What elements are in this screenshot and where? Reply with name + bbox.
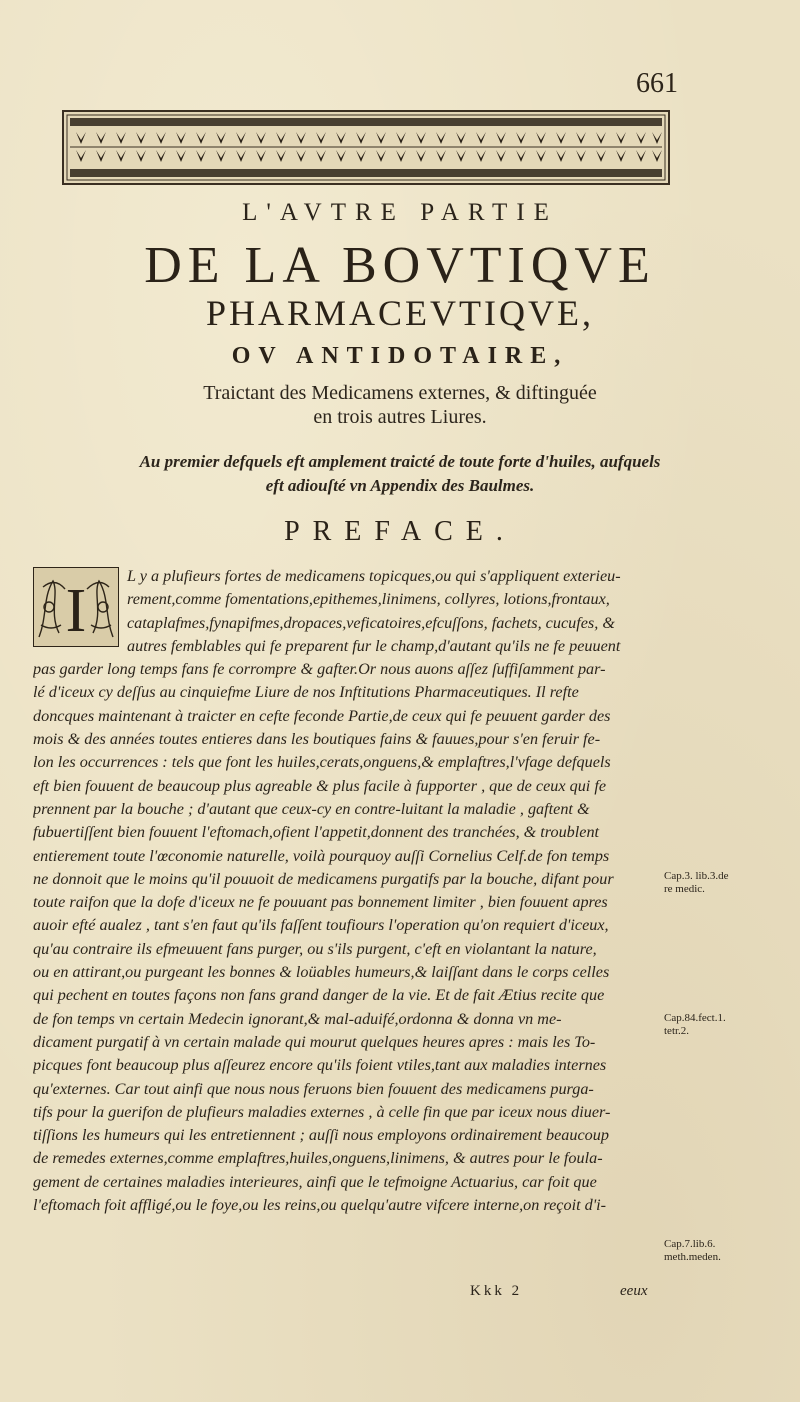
body-line: tiſſions les humeurs qui les entretiennent ; auſſi nous employons ordinairement beaucoup xyxy=(33,1126,609,1145)
subtitle-line-2: en trois autres Liures. xyxy=(313,406,487,428)
body-line: rement,comme fomentations,epithemes,linimens, collyres, lotions,frontaux, xyxy=(127,590,610,609)
preface-heading: PREFACE. xyxy=(284,516,516,547)
body-line: de fon temps vn certain Medecin ignorant,& mal-aduifé,ordonna & donna vn me- xyxy=(33,1009,562,1028)
title-line-antidotaire: OV ANTIDOTAIRE, xyxy=(231,343,569,369)
body-line: gement de certaines maladies interieures, ainfi que le tefmoigne Actuarius, car foit que xyxy=(33,1172,597,1191)
marginal-note-line: Cap.84.fect.1. xyxy=(664,1012,726,1024)
body-line: autres femblables qui fe preparent fur le champ,d'autant qu'ils ne fe peuuent xyxy=(127,636,621,655)
marginal-note-line: re medic. xyxy=(664,883,705,895)
marginal-note-line: tetr.2. xyxy=(664,1025,690,1037)
body-line: auoir efté aualez , tant s'en faut qu'ils faſſent toufiours l'operation qu'on requiert d'iceux, xyxy=(33,916,609,935)
preface-body xyxy=(33,565,658,1217)
body-line: toute raifon que la dofe d'iceux ne fe pouuant pas bonnement limiter , bien fouuent apres xyxy=(33,893,608,912)
body-line: doncques maintenant à traicter en cefte feconde Partie,de ceux qui fe peuuent garder des xyxy=(33,706,611,725)
title-line-pharmaceutique: PHARMACEVTIQVE, xyxy=(205,293,594,333)
body-line: ou en attirant,ou purgeant les bonnes & loüables humeurs,& laiſſant dans le corps celles xyxy=(33,963,610,982)
body-line: qu'au contraire ils efmeuuent fans purger, ou s'ils purgent, c'eft en violantant la nature, xyxy=(33,939,597,958)
italic-note-line-1: Au premier defquels eft amplement traicté de toute forte d'huiles, aufquels xyxy=(139,452,661,471)
body-line: lé d'iceux cy deſſus au cinquiefme Liure de nos Inftitutions Pharmaceutiques. Il refte xyxy=(33,683,579,702)
marginal-note-celsus xyxy=(664,870,774,896)
page-number: 661 xyxy=(636,68,678,99)
italic-note-line-2: eft adiouſté vn Appendix des Baulmes. xyxy=(265,476,535,495)
signature-mark: Kkk 2 xyxy=(470,1283,523,1299)
body-line: entierement toute l'œconomie naturelle, voilà pourquoy auſſi Cornelius Celf.de fon temps xyxy=(33,846,610,865)
body-line: eft bien fouuent de beaucoup plus agreable & plus facile à fupporter , que de ceux qui fe xyxy=(33,776,607,795)
marginal-note-line: Cap.7.lib.6. xyxy=(664,1238,716,1250)
ornamental-border-band xyxy=(62,110,670,185)
body-line: lon les occurrences : tels que font les huiles,cerats,onguens,& emplaftres,l'vfage defquels xyxy=(33,753,611,772)
body-line: de remedes externes,comme emplaftres,huiles,onguens,linimens, & autres pour le foula- xyxy=(33,1149,603,1168)
drop-cap-letter: I xyxy=(65,577,87,645)
body-line: tifs pour la guerifon de plufieurs maladies externes , à celle fin que par iceux nous diuer- xyxy=(33,1102,611,1121)
marginal-note-line: meth.meden. xyxy=(664,1251,721,1263)
body-line: pas garder long temps fans fe corrompre & gafter.Or nous auons aſſez ſuffiſamment par- xyxy=(33,660,606,679)
body-line: l'eftomach foit affligé,ou le foye,ou les reins,ou quelqu'autre vifcere interne,on reçoit d'i- xyxy=(33,1196,607,1215)
catchword: eeux xyxy=(620,1283,648,1299)
body-line: dicament purgatif à vn certain malade qui mourut quelques heures apres : mais les To- xyxy=(33,1032,596,1051)
body-line: qu'externes. Car tout ainfi que nous nous feruons bien fouuent des medicamens purga- xyxy=(33,1079,594,1098)
body-line: mois & des années toutes entieres dans les boutiques fains & fauues,pour s'en feruir fe- xyxy=(33,730,601,749)
body-line: picques font beaucoup plus aſſeurez encore qu'ils foient vtiles,tant aux maladies internes xyxy=(33,1056,607,1075)
marginal-note-line: Cap.3. lib.3.de xyxy=(664,870,729,882)
title-line-autre-partie: L'AVTRE PARTIE xyxy=(242,199,558,226)
body-line: qui pechent en toutes façons non fans grand danger de la vie. Et de fait Ætius recite que xyxy=(33,986,605,1005)
body-line: prennent par la bouche ; d'autant que ceux-cy en contre-luitant la maladie , gaftent & xyxy=(33,799,590,818)
body-line: L y a plufieurs fortes de medicamens topicques,ou qui s'appliquent exterieu- xyxy=(127,567,621,585)
marginal-note-actuarius xyxy=(664,1238,774,1264)
marginal-note-aetius xyxy=(664,1012,774,1038)
body-line: cataplafmes,fynapifmes,dropaces,veficatoires,efcuſſons, fachets, cucufes, & xyxy=(127,613,615,632)
body-line: ne donnoit que le moins qu'il pouuoit de medicamens purgatifs par la bouche, difant pour xyxy=(33,869,614,888)
title-line-boutique: DE LA BOVTIQVE xyxy=(144,237,656,294)
body-line: fubuertiſſent bien fouuent l'eftomach,ofient l'appetit,donnent des tranchées, & troublent xyxy=(33,823,600,842)
subtitle-line-1: Traictant des Medicamens externes, & diftinguée xyxy=(203,382,597,404)
